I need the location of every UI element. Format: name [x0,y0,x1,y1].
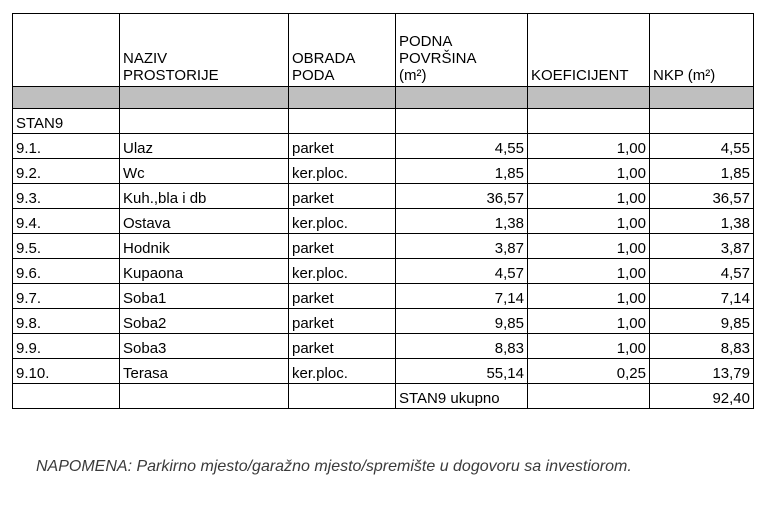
section-label: STAN9 [13,109,120,134]
nkp-value: 1,38 [650,209,754,234]
nkp-value: 4,57 [650,259,754,284]
floor-area: 7,14 [396,284,528,309]
table-header-row [13,14,754,87]
header-floor-area-line3: (m²) [399,67,427,84]
coefficient: 1,00 [528,334,650,359]
room-number: 9.5. [13,234,120,259]
total-label: STAN9 ukupno [396,384,528,409]
room-name: Terasa [120,359,289,384]
gray-spacer-row [13,87,754,109]
room-number: 9.1. [13,134,120,159]
table-row [13,134,754,159]
table-row [13,359,754,384]
floor-finish: ker.ploc. [289,159,396,184]
coefficient: 1,00 [528,209,650,234]
floor-area: 36,57 [396,184,528,209]
room-area-table [12,13,754,409]
floor-finish: parket [289,334,396,359]
room-name: Soba2 [120,309,289,334]
header-room-name-line1: NAZIV [123,50,168,67]
room-number: 9.3. [13,184,120,209]
table-row [13,284,754,309]
coefficient: 1,00 [528,184,650,209]
nkp-value: 1,85 [650,159,754,184]
floor-finish: parket [289,184,396,209]
floor-area: 4,57 [396,259,528,284]
table-row [13,159,754,184]
header-floor-finish-line1: OBRADA [292,50,356,67]
floor-area: 3,87 [396,234,528,259]
room-number: 9.2. [13,159,120,184]
total-value: 92,40 [650,384,754,409]
nkp-value: 4,55 [650,134,754,159]
header-floor-area-line2: POVRŠINA [399,50,477,67]
header-floor-area-line1: PODNA [399,33,453,50]
coefficient: 1,00 [528,284,650,309]
coefficient: 0,25 [528,359,650,384]
room-number: 9.8. [13,309,120,334]
table-row [13,309,754,334]
table-row [13,184,754,209]
floor-area: 9,85 [396,309,528,334]
floor-finish: ker.ploc. [289,209,396,234]
coefficient: 1,00 [528,134,650,159]
floor-area: 1,38 [396,209,528,234]
room-name: Kupaona [120,259,289,284]
nkp-value: 7,14 [650,284,754,309]
coefficient: 1,00 [528,309,650,334]
floor-area: 4,55 [396,134,528,159]
floor-finish: ker.ploc. [289,259,396,284]
room-number: 9.7. [13,284,120,309]
nkp-value: 9,85 [650,309,754,334]
room-name: Soba3 [120,334,289,359]
header-floor-finish [289,14,396,87]
header-floor-area [396,14,528,87]
floor-finish: parket [289,234,396,259]
floor-area: 55,14 [396,359,528,384]
room-name: Kuh.,bla i db [120,184,289,209]
section-row [13,109,754,134]
room-number: 9.10. [13,359,120,384]
nkp-value: 8,83 [650,334,754,359]
floor-finish: parket [289,134,396,159]
header-room-name [120,14,289,87]
coefficient: 1,00 [528,234,650,259]
coefficient: 1,00 [528,159,650,184]
header-nkp: NKP (m²) [650,14,754,87]
room-name: Soba1 [120,284,289,309]
floor-area: 1,85 [396,159,528,184]
floor-area: 8,83 [396,334,528,359]
header-number [13,14,120,87]
floor-finish: parket [289,309,396,334]
table-row [13,259,754,284]
room-number: 9.9. [13,334,120,359]
nkp-value: 36,57 [650,184,754,209]
table-row [13,234,754,259]
floor-finish: ker.ploc. [289,359,396,384]
room-number: 9.6. [13,259,120,284]
header-floor-finish-line2: PODA [292,67,335,84]
note-text: NAPOMENA: Parkirno mjesto/garažno mjesto/spremište u dogovoru sa investiorom. [36,458,632,475]
room-name: Hodnik [120,234,289,259]
table-row [13,209,754,234]
floor-finish: parket [289,284,396,309]
room-name: Wc [120,159,289,184]
table-row [13,334,754,359]
header-coefficient: KOEFICIJENT [528,14,650,87]
coefficient: 1,00 [528,259,650,284]
total-row [13,384,754,409]
header-room-name-line2: PROSTORIJE [123,67,219,84]
room-name: Ostava [120,209,289,234]
room-name: Ulaz [120,134,289,159]
nkp-value: 13,79 [650,359,754,384]
room-number: 9.4. [13,209,120,234]
nkp-value: 3,87 [650,234,754,259]
